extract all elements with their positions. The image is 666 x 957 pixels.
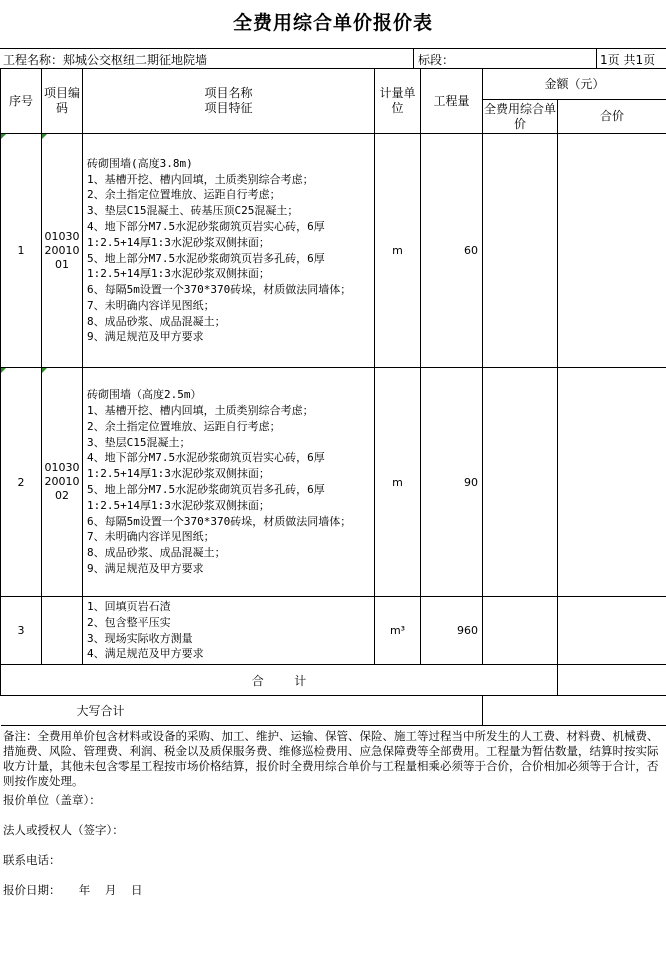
comment-marker-icon (1, 368, 6, 373)
row-description: 砖砌围墙（高度2.5m） 1、基槽开挖、槽内回填，土质类别综合考虑； 2、余土指定位置堆放、运距自行考虑； 3、垫层C15混凝土； 4、地下部分M7.5水泥砂浆砌筑页岩实心砖，6厚1:2.5+14厚1:3水泥砂浆双侧抹面； 5、地上部分M7.5水泥砂浆砌筑页岩多孔砖，6厚1:2.5+14厚1:3水泥砂浆双侧抹面； 6、每隔5m设置一个370*370砖垛，材质做法同墙体； 7、未明确内容详见图纸； 8、成品砂浆、成品混凝土； 9、满足规范及甲方要求 (83, 368, 375, 597)
page-title: 全费用综合单价报价表 (232, 12, 433, 34)
header-unit-price: 全费用综合单价 (483, 100, 558, 134)
total-value[interactable] (558, 665, 666, 696)
row-total[interactable] (558, 368, 666, 597)
divider (413, 49, 414, 68)
table-row (1, 134, 666, 368)
row-total[interactable] (558, 134, 666, 368)
table-row (1, 597, 666, 665)
sign-unit: 报价单位（盖章）： (3, 793, 101, 807)
row-description: 1、回填页岩石渣 2、包含整平压实 3、现场实际收方测量 4、满足规范及甲方要求 (83, 597, 375, 665)
header-unit: 计量单位 (375, 69, 421, 134)
row-code: 010302001001 (42, 134, 83, 368)
table-row (1, 368, 666, 597)
row-qty: 60 (421, 134, 483, 368)
quote-table (0, 68, 666, 726)
header-name: 项目名称 项目特征 (83, 69, 375, 134)
row-qty: 960 (421, 597, 483, 665)
header-amount: 金额（元） (483, 69, 666, 100)
row-seq: 3 (1, 597, 42, 665)
total-label: 合 计 (1, 665, 558, 696)
section-label: 标段： (418, 53, 455, 67)
project-name: 工程名称：郏城公交枢纽二期征地院墙 (3, 53, 208, 67)
row-code: 010302001002 (42, 368, 83, 597)
row-description: 砖砌围墙(高度3.8m) 1、基槽开挖、槽内回填，土质类别综合考虑； 2、余土指定位置堆放、运距自行考虑； 3、垫层C15混凝土、砖基压顶C25混凝土； 4、地下部分M7.5水泥砂浆砌筑页岩实心砖，6厚1:2.5+14厚1:3水泥砂浆双侧抹面； 5、地上部分M7.5水泥砂浆砌筑页岩多孔砖，6厚1:2.5+14厚1:3水泥砂浆双侧抹面； 6、每隔5m设置一个370*370砖垛，材质做法同墙体； 7、未明确内容详见图纸； 8、成品砂浆、成品混凝土； 9、满足规范及甲方要求 (83, 134, 375, 368)
row-code (42, 597, 83, 665)
header-qty: 工程量 (421, 69, 483, 134)
notes: 备注：全费用单价包含材料或设备的采购、加工、维护、运输、保管、保险、施工等过程当中所发生的人工费、材料费、机械费、措施费、风险、管理费、利润、税金以及质保服务费、维修巡检费用、应急保障费等全部费用。工程量为暂估数量，结算时按实际收方计量，其他未包含零星工程按市场价格结算，报价时全费用综合单价与工程量相乘必须等于合价，合价相加必须等于合计，否则按作废处理。 (3, 729, 659, 788)
divider (596, 49, 597, 68)
project-info-bar (0, 48, 666, 69)
row-unit: m (375, 368, 421, 597)
row-qty: 90 (421, 368, 483, 597)
row-seq: 2 (1, 368, 42, 597)
header-code: 项目编码 (42, 69, 83, 134)
row-unit-price[interactable] (483, 597, 558, 665)
row-seq: 1 (1, 134, 42, 368)
daxie-value[interactable] (483, 696, 666, 726)
comment-marker-icon (42, 134, 47, 139)
comment-marker-icon (42, 368, 47, 373)
daxie-label: 大写合计 (1, 696, 483, 726)
header-total: 合价 (558, 100, 666, 134)
sign-person: 法人或授权人（签字）： (3, 823, 124, 837)
header-seq: 序号 (1, 69, 42, 134)
row-unit-price[interactable] (483, 134, 558, 368)
sign-date: 报价日期： 年 月 日 (3, 883, 143, 897)
row-unit-price[interactable] (483, 368, 558, 597)
page-info: 1页 共1页 (600, 53, 656, 67)
row-total[interactable] (558, 597, 666, 665)
row-unit: m (375, 134, 421, 368)
row-unit: m³ (375, 597, 421, 665)
comment-marker-icon (1, 134, 6, 139)
sign-phone: 联系电话： (3, 853, 61, 867)
